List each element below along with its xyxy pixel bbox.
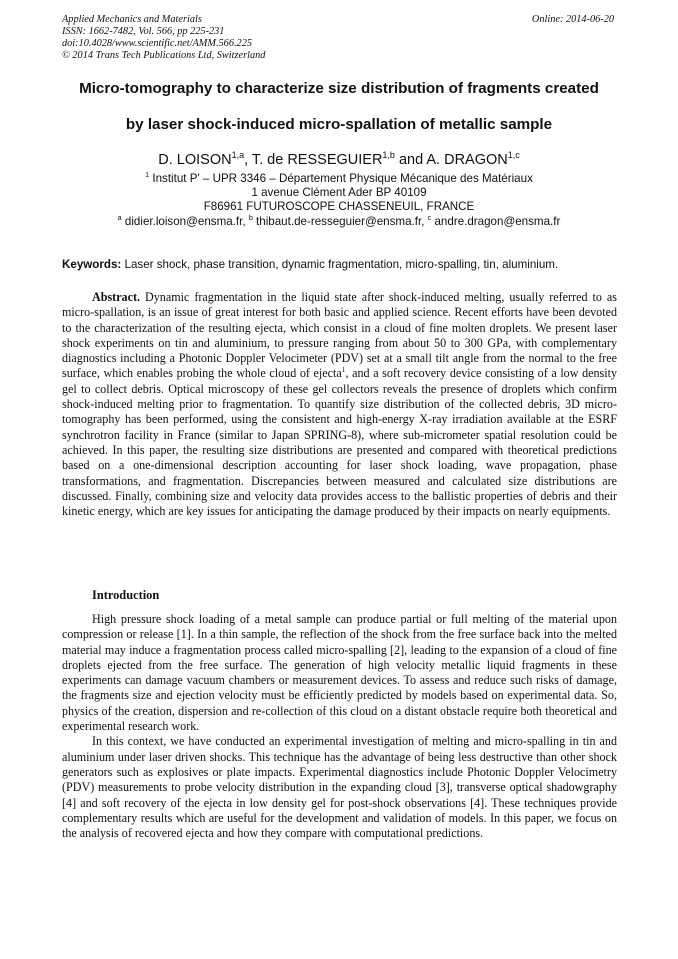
online-date: Online: 2014-06-20 — [531, 14, 614, 25]
email-marker: b — [248, 212, 253, 222]
abstract-section — [62, 290, 617, 519]
email-marker: c — [427, 212, 432, 222]
email-link[interactable]: andre.dragon@ensma.fr — [434, 214, 561, 228]
journal-doi: doi:10.4028/www.scientific.net/AMM.566.225 — [62, 38, 252, 49]
affiliation-block — [40, 172, 638, 229]
email-line — [40, 212, 638, 229]
paper-title-line-1: Micro-tomography to characterize size distribution of fragments created — [79, 80, 599, 97]
affiliation-marker: 1 — [145, 170, 150, 180]
abstract-label: Abstract. — [92, 290, 141, 304]
affiliation-city: F86961 FUTUROSCOPE CHASSENEUIL, FRANCE — [203, 200, 475, 214]
author-name: T. de RESSEGUIER — [251, 152, 383, 168]
journal-issn: ISSN: 1662-7482, Vol. 566, pp 225-231 — [62, 26, 225, 37]
body-paragraph: High pressure shock loading of a metal sample can produce partial or full melting of the material upon compression or release [1]. In a thin sample, the reflection of the shock from the free surface back into the melted material may induce a fragmentation process called micro-spalling [2], leading to the expansion of a cloud of fine droplets ejected from the free surface. The generation of high velocity metallic liquid fragments in these experiments can damage vacuum chambers or measurement devices. To assess and reduce such risks of damage, the fragments size and ejection velocity must be efficiently predicted by models based on experimental data. So, physics of the creation, dispersion and re-collection of this cloud on a distant obstacle require both theoretical and experimental research work. — [62, 612, 617, 734]
author-name: D. LOISON — [158, 152, 232, 168]
author-affiliation-marker: 1,b — [382, 150, 395, 161]
keywords-text: Laser shock, phase transition, dynamic fragmentation, micro-spalling, tin, aluminium. — [124, 258, 559, 271]
email-marker: a — [117, 212, 122, 222]
affiliation-address: 1 avenue Clément Ader BP 40109 — [251, 186, 427, 200]
affiliation-line — [40, 172, 638, 186]
introduction-section — [62, 612, 617, 841]
email-link[interactable]: thibaut.de-resseguier@ensma.fr, — [256, 214, 425, 228]
author-separator: and — [394, 152, 427, 168]
email-link[interactable]: didier.loison@ensma.fr, — [124, 214, 246, 228]
author-separator: , — [244, 152, 252, 168]
author-list — [40, 152, 638, 168]
section-heading: Introduction — [92, 588, 160, 602]
journal-name: Applied Mechanics and Materials — [62, 14, 202, 25]
author-affiliation-marker: 1,a — [231, 150, 245, 161]
author-affiliation-marker: 1,c — [507, 150, 520, 161]
keywords-line — [62, 258, 617, 271]
body-paragraph: In this context, we have conducted an experimental investigation of melting and micro-spalling in tin and aluminium under laser driven shocks. This technique has the advantage of being less destructive than other shock generators such as explosives or plate impacts. Experimental diagnostics include Photonic Doppler Velocimetry (PDV) measurements to probe velocity distribution in the expanding cloud [3], transverse optical shadowgraphy [4] and soft recovery of the ejecta in low density gel for post-shock observations [4]. These techniques provide complementary results which are useful for the development and validation of models. In this paper, we focus on the analysis of recovered ejecta and how they compare with computational predictions. — [62, 734, 617, 841]
author-name: A. DRAGON — [426, 152, 508, 168]
keywords-label: Keywords: — [62, 258, 122, 271]
abstract-text: Dynamic fragmentation in the liquid state after shock-induced melting, usually referred to as micro-spallation, is an issue of great interest for both basic and applied science. Recent efforts have been devoted to the characterization of the resulting ejecta, which consist in a cloud of fine molten droplets. We present laser shock experiments on tin and aluminium, to pressure ranging from about 50 to 300 GPa, with complementary diagnostics including a Photonic Doppler Velocimeter (PDV) set at a small tilt angle from the normal to the free surface, which enables probing the whole cloud of ejecta — [62, 290, 617, 381]
journal-header — [62, 14, 614, 62]
paper-title-line-2: by laser shock-induced micro-spallation of metallic sample — [125, 116, 553, 133]
journal-copyright: © 2014 Trans Tech Publications Ltd, Switzerland — [62, 50, 266, 61]
abstract-paragraph — [62, 290, 617, 519]
affiliation-institute: Institut P' – UPR 3346 – Département Physique Mécanique des Matériaux — [152, 172, 533, 185]
footnote-reference[interactable]: 1 — [341, 365, 346, 375]
abstract-text-continued: , and a soft recovery device consisting of a low density gel to collect debris. Optical microscopy of these gel collectors reveals the presence of droplets which confirm shock-induced melting prior to fragmentation. To quantify size distribution of the collected debris, 3D micro-tomography has been performed, using the consistent and high-energy X-ray irradiation available at the ESRF synchrotron facility in France (similar to Japan SPRING-8), where sub-micrometer spatial resolution could be achieved. In this paper, the resulting size distributions are presented and compared with theoretical predictions based on a one-dimensional description accounting for laser shock loading, wave propagation, phase transformations, and fragmentation. Discrepancies between measured and calculated size distributions are discussed. Finally, combining size and velocity data provides access to the ballistic properties of debris and their kinetic energy, which are key issues for anticipating the damage produced by their impacts on nearly equipments. — [62, 366, 618, 519]
